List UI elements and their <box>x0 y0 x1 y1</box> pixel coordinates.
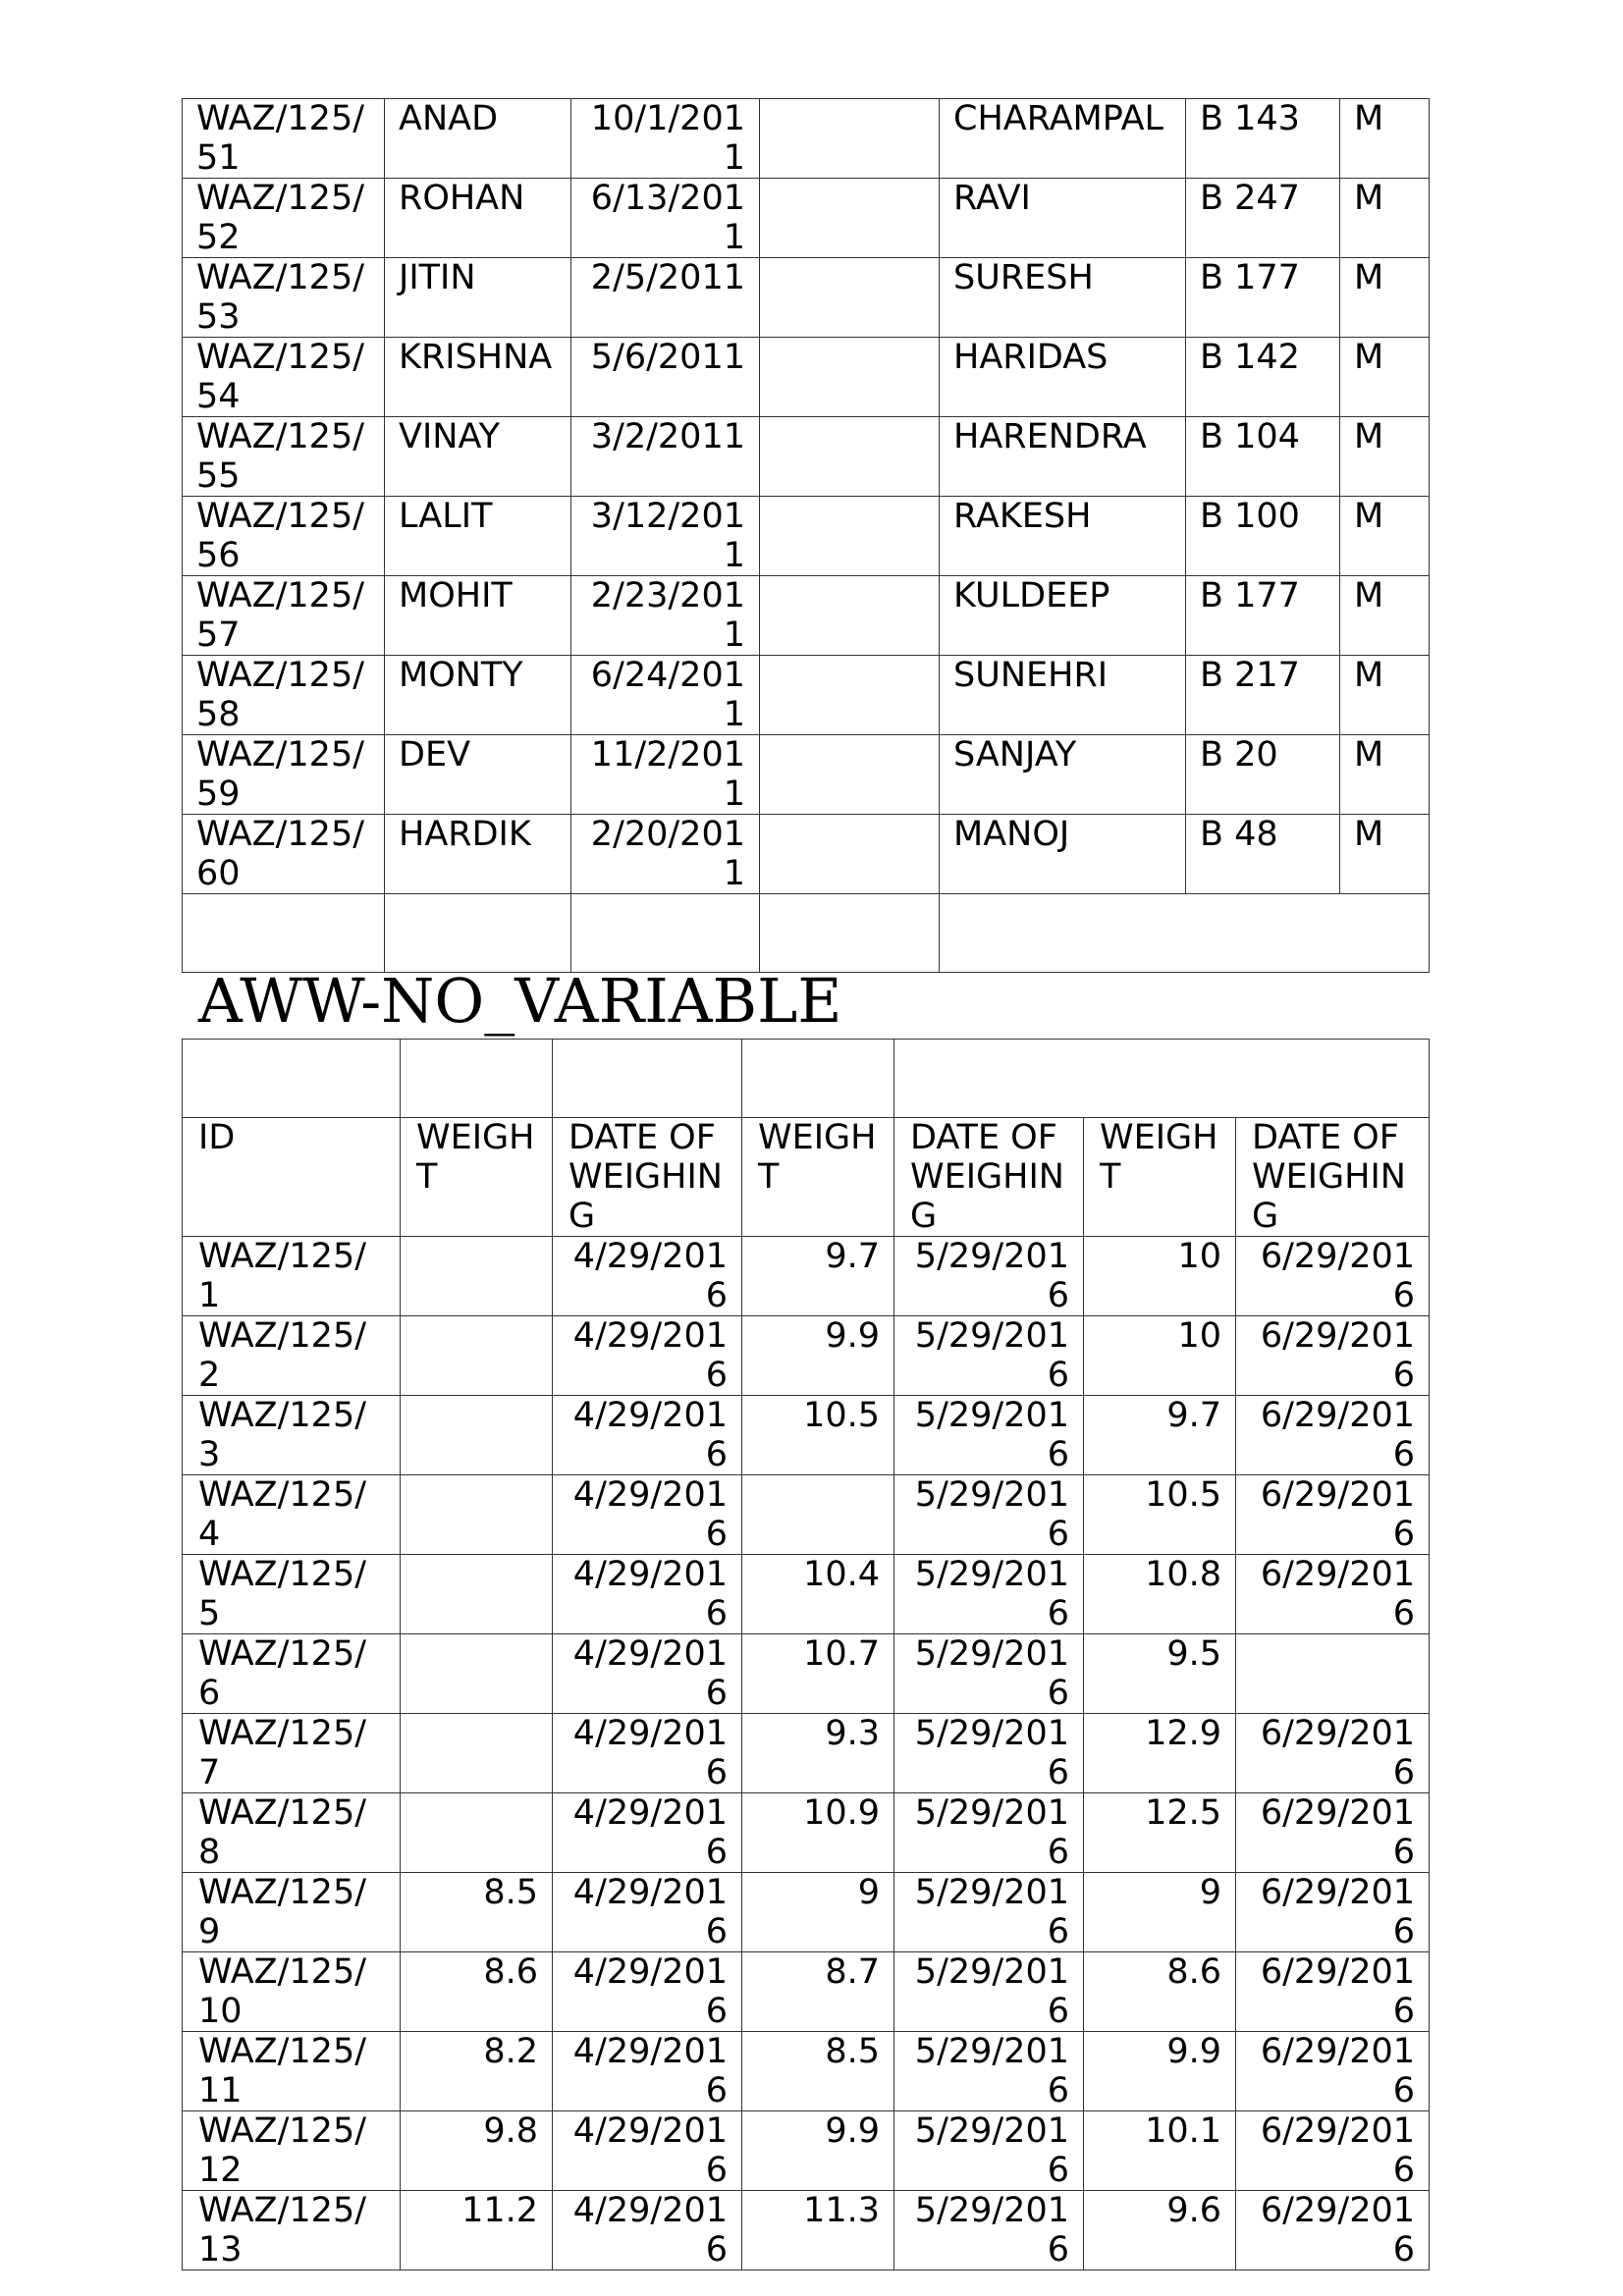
table-row <box>183 2032 1430 2111</box>
table-row <box>183 99 1430 179</box>
table-row <box>183 1396 1430 1475</box>
empty-header-row <box>183 1040 1430 1118</box>
column-header: DATE OF WEIGHING <box>1236 1118 1430 1237</box>
empty-cell <box>760 497 940 576</box>
sex-cell: M <box>1340 338 1430 417</box>
section-title: AWW-NO_VARIABLE <box>198 965 842 1037</box>
table-row <box>183 1475 1430 1555</box>
child-name-cell: VINAY <box>385 417 571 497</box>
birth-date-cell: 5/6/2011 <box>571 338 760 417</box>
weight-cell: 10 <box>1084 1237 1236 1316</box>
weight-cell: 8.7 <box>742 1952 894 2032</box>
header-row <box>183 1118 1430 1237</box>
child-id-cell: WAZ/125/52 <box>183 179 385 258</box>
child-id-cell: WAZ/125/57 <box>183 576 385 656</box>
code-cell: B 143 <box>1186 99 1340 179</box>
empty-cell <box>571 894 760 973</box>
table-row <box>183 1316 1430 1396</box>
weighing-date-cell: 5/29/2016 <box>894 1793 1084 1873</box>
birth-date-cell: 2/20/2011 <box>571 815 760 894</box>
table-row <box>183 417 1430 497</box>
parent-name-cell: CHARAMPAL <box>940 99 1186 179</box>
child-id-cell: WAZ/125/11 <box>183 2032 401 2111</box>
weight-cell: 10.8 <box>1084 1555 1236 1634</box>
weighing-date-cell: 5/29/2016 <box>894 2191 1084 2270</box>
weighing-date-cell: 5/29/2016 <box>894 1475 1084 1555</box>
table-row <box>183 1714 1430 1793</box>
table-row <box>183 735 1430 815</box>
weighing-date-cell: 5/29/2016 <box>894 1952 1084 2032</box>
weight-cell: 10.5 <box>1084 1475 1236 1555</box>
child-id-cell: WAZ/125/9 <box>183 1873 401 1952</box>
weight-cell: 9.6 <box>1084 2191 1236 2270</box>
weighing-date-cell: 6/29/2016 <box>1236 1237 1430 1316</box>
child-name-cell: ROHAN <box>385 179 571 258</box>
parent-name-cell: KULDEEP <box>940 576 1186 656</box>
weight-cell: 9.9 <box>742 2111 894 2191</box>
weight-cell: 12.5 <box>1084 1793 1236 1873</box>
sex-cell: M <box>1340 735 1430 815</box>
weighing-date-cell: 4/29/2016 <box>553 1316 742 1396</box>
weighing-date-cell: 5/29/2016 <box>894 2111 1084 2191</box>
column-header: WEIGHT <box>1084 1118 1236 1237</box>
birth-date-cell: 10/1/2011 <box>571 99 760 179</box>
weight-cell <box>401 1555 553 1634</box>
child-id-cell: WAZ/125/58 <box>183 656 385 735</box>
sex-cell: M <box>1340 417 1430 497</box>
weight-cell: 10 <box>1084 1316 1236 1396</box>
parent-name-cell: HARIDAS <box>940 338 1186 417</box>
weighing-date-cell: 6/29/2016 <box>1236 1952 1430 2032</box>
weighing-date-cell: 6/29/2016 <box>1236 2191 1430 2270</box>
parent-name-cell: SURESH <box>940 258 1186 338</box>
empty-cell <box>183 1040 401 1118</box>
birth-date-cell: 3/12/2011 <box>571 497 760 576</box>
weight-cell: 9.9 <box>1084 2032 1236 2111</box>
weight-cell: 9.7 <box>1084 1396 1236 1475</box>
weight-cell <box>401 1316 553 1396</box>
weight-cell <box>401 1237 553 1316</box>
column-header: WEIGHT <box>401 1118 553 1237</box>
weight-cell: 10.1 <box>1084 2111 1236 2191</box>
weighing-date-cell: 6/29/2016 <box>1236 1873 1430 1952</box>
child-id-cell: WAZ/125/3 <box>183 1396 401 1475</box>
weighing-date-cell: 6/29/2016 <box>1236 1396 1430 1475</box>
child-name-cell: JITIN <box>385 258 571 338</box>
weight-cell: 10.9 <box>742 1793 894 1873</box>
child-id-cell: WAZ/125/2 <box>183 1316 401 1396</box>
sex-cell: M <box>1340 656 1430 735</box>
birth-date-cell: 6/24/2011 <box>571 656 760 735</box>
weighing-date-cell: 4/29/2016 <box>553 1793 742 1873</box>
empty-cell <box>760 815 940 894</box>
sex-cell: M <box>1340 99 1430 179</box>
weight-cell: 8.6 <box>1084 1952 1236 2032</box>
weighing-date-cell: 5/29/2016 <box>894 1873 1084 1952</box>
weight-cell: 9.8 <box>401 2111 553 2191</box>
weighing-date-cell: 5/29/2016 <box>894 1555 1084 1634</box>
weighing-date-cell: 5/29/2016 <box>894 1396 1084 1475</box>
weighing-date-cell: 6/29/2016 <box>1236 1714 1430 1793</box>
parent-name-cell: RAKESH <box>940 497 1186 576</box>
weight-cell: 11.2 <box>401 2191 553 2270</box>
weighing-date-cell: 4/29/2016 <box>553 2111 742 2191</box>
weighing-date-cell: 4/29/2016 <box>553 1555 742 1634</box>
column-header: DATE OF WEIGHING <box>553 1118 742 1237</box>
code-cell: B 104 <box>1186 417 1340 497</box>
child-id-cell: WAZ/125/13 <box>183 2191 401 2270</box>
weight-cell: 10.5 <box>742 1396 894 1475</box>
table-row <box>183 1952 1430 2032</box>
weight-cell: 9.7 <box>742 1237 894 1316</box>
child-id-cell: WAZ/125/54 <box>183 338 385 417</box>
code-cell: B 177 <box>1186 258 1340 338</box>
weighing-date-cell: 4/29/2016 <box>553 1952 742 2032</box>
child-id-cell: WAZ/125/4 <box>183 1475 401 1555</box>
sex-cell: M <box>1340 258 1430 338</box>
empty-cell <box>553 1040 742 1118</box>
empty-cell <box>760 179 940 258</box>
empty-cell <box>760 338 940 417</box>
sex-cell: M <box>1340 179 1430 258</box>
empty-cell <box>401 1040 553 1118</box>
code-cell: B 247 <box>1186 179 1340 258</box>
weight-cell <box>401 1634 553 1714</box>
empty-cell <box>940 894 1430 973</box>
weight-cell: 10.4 <box>742 1555 894 1634</box>
weight-cell <box>742 1475 894 1555</box>
table-row <box>183 656 1430 735</box>
weighing-date-cell: 6/29/2016 <box>1236 2111 1430 2191</box>
child-name-cell: DEV <box>385 735 571 815</box>
empty-cell <box>894 1040 1430 1118</box>
empty-cell <box>760 99 940 179</box>
table-row <box>183 1873 1430 1952</box>
child-name-cell: MOHIT <box>385 576 571 656</box>
weight-cell: 9.9 <box>742 1316 894 1396</box>
weighing-date-cell: 5/29/2016 <box>894 1237 1084 1316</box>
child-id-cell: WAZ/125/60 <box>183 815 385 894</box>
weight-cell <box>401 1475 553 1555</box>
child-name-cell: ANAD <box>385 99 571 179</box>
sex-cell: M <box>1340 497 1430 576</box>
empty-cell <box>760 656 940 735</box>
parent-name-cell: SANJAY <box>940 735 1186 815</box>
table-row <box>183 2111 1430 2191</box>
parent-name-cell: HARENDRA <box>940 417 1186 497</box>
child-id-cell: WAZ/125/56 <box>183 497 385 576</box>
code-cell: B 142 <box>1186 338 1340 417</box>
birth-date-cell: 6/13/2011 <box>571 179 760 258</box>
parent-name-cell: MANOJ <box>940 815 1186 894</box>
birth-date-cell: 3/2/2011 <box>571 417 760 497</box>
child-name-cell: HARDIK <box>385 815 571 894</box>
weight-cell: 12.9 <box>1084 1714 1236 1793</box>
weight-cell <box>401 1793 553 1873</box>
child-name-cell: MONTY <box>385 656 571 735</box>
parent-name-cell: RAVI <box>940 179 1186 258</box>
column-header: WEIGHT <box>742 1118 894 1237</box>
weighing-date-cell: 6/29/2016 <box>1236 1316 1430 1396</box>
empty-cell <box>760 417 940 497</box>
weighing-date-cell: 4/29/2016 <box>553 1475 742 1555</box>
weight-cell: 10.7 <box>742 1634 894 1714</box>
code-cell: B 20 <box>1186 735 1340 815</box>
table-row <box>183 1237 1430 1316</box>
child-id-cell: WAZ/125/1 <box>183 1237 401 1316</box>
child-id-cell: WAZ/125/6 <box>183 1634 401 1714</box>
empty-cell <box>742 1040 894 1118</box>
weighing-date-cell: 4/29/2016 <box>553 1873 742 1952</box>
weighing-date-cell <box>1236 1634 1430 1714</box>
weight-cell: 8.5 <box>742 2032 894 2111</box>
weight-cell: 8.6 <box>401 1952 553 2032</box>
table-row <box>183 179 1430 258</box>
weighing-date-cell: 4/29/2016 <box>553 1714 742 1793</box>
table-row <box>183 338 1430 417</box>
child-id-cell: WAZ/125/55 <box>183 417 385 497</box>
weighing-date-cell: 6/29/2016 <box>1236 1475 1430 1555</box>
empty-row <box>183 894 1430 973</box>
birth-date-cell: 2/5/2011 <box>571 258 760 338</box>
weight-cell: 9 <box>742 1873 894 1952</box>
table-row <box>183 1793 1430 1873</box>
code-cell: B 48 <box>1186 815 1340 894</box>
weighing-date-cell: 6/29/2016 <box>1236 2032 1430 2111</box>
weighing-date-cell: 4/29/2016 <box>553 2191 742 2270</box>
weight-cell: 9.5 <box>1084 1634 1236 1714</box>
weighing-date-cell: 5/29/2016 <box>894 1634 1084 1714</box>
table-row <box>183 815 1430 894</box>
column-header: ID <box>183 1118 401 1237</box>
empty-cell <box>183 894 385 973</box>
weighing-date-cell: 5/29/2016 <box>894 1316 1084 1396</box>
child-id-cell: WAZ/125/53 <box>183 258 385 338</box>
empty-cell <box>760 894 940 973</box>
weight-cell: 8.5 <box>401 1873 553 1952</box>
weight-cell <box>401 1396 553 1475</box>
weighing-date-cell: 6/29/2016 <box>1236 1555 1430 1634</box>
weighing-date-cell: 5/29/2016 <box>894 2032 1084 2111</box>
code-cell: B 217 <box>1186 656 1340 735</box>
weighing-date-cell: 4/29/2016 <box>553 1634 742 1714</box>
weight-cell: 9.3 <box>742 1714 894 1793</box>
empty-cell <box>760 735 940 815</box>
child-id-cell: WAZ/125/5 <box>183 1555 401 1634</box>
child-id-cell: WAZ/125/51 <box>183 99 385 179</box>
weighing-date-cell: 6/29/2016 <box>1236 1793 1430 1873</box>
table-row <box>183 2191 1430 2270</box>
table-row <box>183 497 1430 576</box>
birth-date-cell: 2/23/2011 <box>571 576 760 656</box>
weighing-date-cell: 4/29/2016 <box>553 1237 742 1316</box>
table-row <box>183 576 1430 656</box>
table-row <box>183 1555 1430 1634</box>
child-registry-table <box>182 98 1430 973</box>
empty-cell <box>760 576 940 656</box>
weighing-date-cell: 5/29/2016 <box>894 1714 1084 1793</box>
empty-cell <box>760 258 940 338</box>
child-id-cell: WAZ/125/7 <box>183 1714 401 1793</box>
weight-cell: 11.3 <box>742 2191 894 2270</box>
child-id-cell: WAZ/125/59 <box>183 735 385 815</box>
parent-name-cell: SUNEHRI <box>940 656 1186 735</box>
child-name-cell: KRISHNA <box>385 338 571 417</box>
weighing-date-cell: 4/29/2016 <box>553 1396 742 1475</box>
child-id-cell: WAZ/125/10 <box>183 1952 401 2032</box>
weight-cell: 8.2 <box>401 2032 553 2111</box>
birth-date-cell: 11/2/2011 <box>571 735 760 815</box>
table-row <box>183 1634 1430 1714</box>
empty-cell <box>385 894 571 973</box>
sex-cell: M <box>1340 576 1430 656</box>
weight-cell: 9 <box>1084 1873 1236 1952</box>
column-header: DATE OF WEIGHING <box>894 1118 1084 1237</box>
sex-cell: M <box>1340 815 1430 894</box>
code-cell: B 100 <box>1186 497 1340 576</box>
child-name-cell: LALIT <box>385 497 571 576</box>
table-row <box>183 258 1430 338</box>
weight-cell <box>401 1714 553 1793</box>
weighing-date-cell: 4/29/2016 <box>553 2032 742 2111</box>
weighing-table <box>182 1039 1430 2270</box>
child-id-cell: WAZ/125/12 <box>183 2111 401 2191</box>
code-cell: B 177 <box>1186 576 1340 656</box>
child-id-cell: WAZ/125/8 <box>183 1793 401 1873</box>
